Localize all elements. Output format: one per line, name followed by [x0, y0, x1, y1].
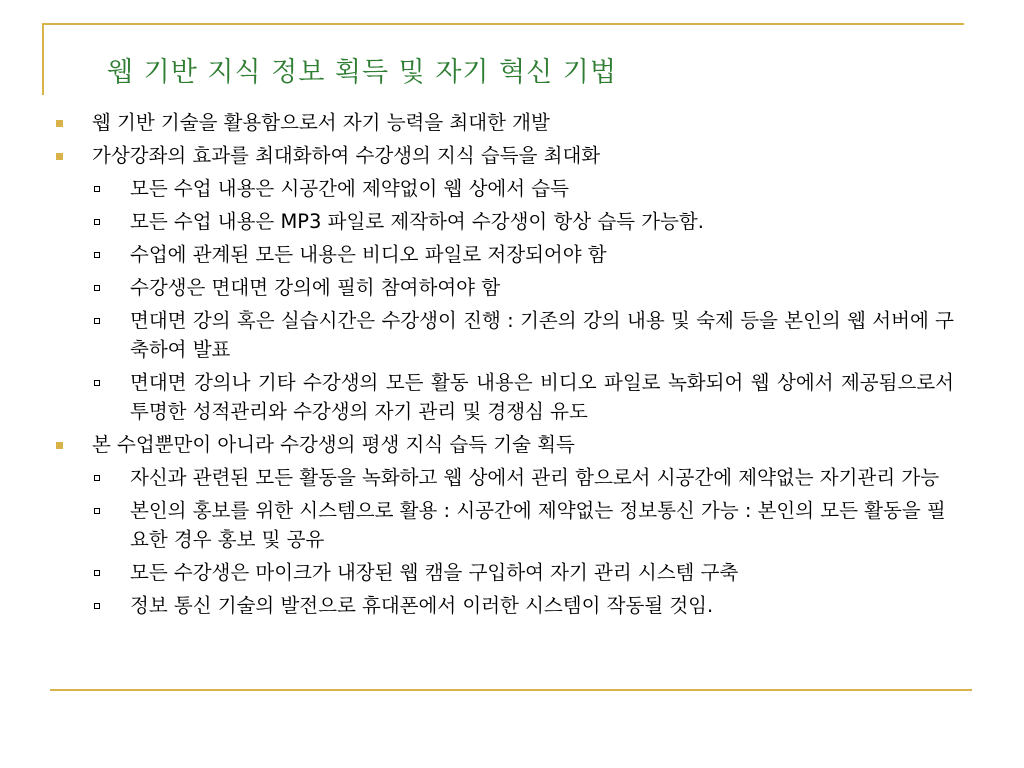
sub-bullet-text: 본인의 홍보를 위한 시스템으로 활용 : 시공간에 제약없는 정보통신 가능 : 본인의 모든 활동을 필요한 경우 홍보 및 공유 — [130, 499, 946, 551]
sub-bullet-item-10 — [52, 591, 962, 620]
hollow-square-bullet-icon — [94, 603, 100, 609]
bottom-rule — [50, 689, 972, 691]
sub-bullet-item-9 — [52, 558, 962, 587]
sub-bullet-text: 정보 통신 기술의 발전으로 휴대폰에서 이러한 시스템이 작동될 것임. — [130, 594, 714, 617]
sub-bullet-item-4 — [52, 273, 962, 302]
hollow-square-bullet-icon — [94, 186, 100, 192]
bullet-item-2 — [52, 141, 962, 170]
bullet-item-1 — [52, 108, 962, 137]
sub-bullet-item-1 — [52, 174, 962, 203]
sub-bullet-text: 수업에 관계된 모든 내용은 비디오 파일로 저장되어야 함 — [130, 243, 607, 266]
sub-bullet-text: 면대면 강의나 기타 수강생의 모든 활동 내용은 비디오 파일로 녹화되어 웹 상에서 제공됨으로서 투명한 성적관리와 수강생의 자기 관리 및 경쟁심 유도 — [130, 371, 954, 423]
hollow-square-bullet-icon — [94, 318, 100, 324]
left-rule — [42, 23, 44, 95]
sub-bullet-item-8 — [52, 496, 962, 554]
sub-bullet-text: 자신과 관련된 모든 활동을 녹화하고 웹 상에서 관리 함으로서 시공간에 제약없는 자기관리 가능 — [130, 466, 940, 489]
hollow-square-bullet-icon — [94, 252, 100, 258]
top-rule — [42, 23, 964, 25]
sub-bullet-text: 모든 수강생은 마이크가 내장된 웹 캠을 구입하여 자기 관리 시스템 구축 — [130, 561, 739, 584]
slide-title: 웹 기반 지식 정보 획득 및 자기 혁신 기법 — [107, 57, 617, 88]
hollow-square-bullet-icon — [94, 570, 100, 576]
hollow-square-bullet-icon — [94, 508, 100, 514]
sub-bullet-item-7 — [52, 463, 962, 492]
bullet-text: 가상강좌의 효과를 최대화하여 수강생의 지식 습득을 최대화 — [92, 144, 601, 167]
hollow-square-bullet-icon — [94, 380, 100, 386]
square-bullet-icon — [56, 120, 63, 127]
hollow-square-bullet-icon — [94, 219, 100, 225]
bullet-item-3 — [52, 430, 962, 459]
bullet-text: 본 수업뿐만이 아니라 수강생의 평생 지식 습득 기술 획득 — [92, 433, 575, 456]
sub-bullet-text: 면대면 강의 혹은 실습시간은 수강생이 진행 : 기존의 강의 내용 및 숙제 등을 본인의 웹 서버에 구축하여 발표 — [130, 309, 954, 361]
bullet-text: 웹 기반 기술을 활용함으로서 자기 능력을 최대한 개발 — [92, 111, 550, 134]
square-bullet-icon — [56, 153, 63, 160]
sub-bullet-item-5 — [52, 306, 962, 364]
sub-bullet-text: 수강생은 면대면 강의에 필히 참여하여야 함 — [130, 276, 501, 299]
hollow-square-bullet-icon — [94, 285, 100, 291]
bullet-list — [52, 108, 962, 624]
sub-bullet-text: 모든 수업 내용은 시공간에 제약없이 웹 상에서 습득 — [130, 177, 569, 200]
square-bullet-icon — [56, 442, 63, 449]
sub-bullet-item-6 — [52, 368, 962, 426]
sub-bullet-item-3 — [52, 240, 962, 269]
sub-bullet-text: 모든 수업 내용은 MP3 파일로 제작하여 수강생이 항상 습득 가능함. — [130, 210, 704, 233]
hollow-square-bullet-icon — [94, 475, 100, 481]
sub-bullet-item-2 — [52, 207, 962, 236]
